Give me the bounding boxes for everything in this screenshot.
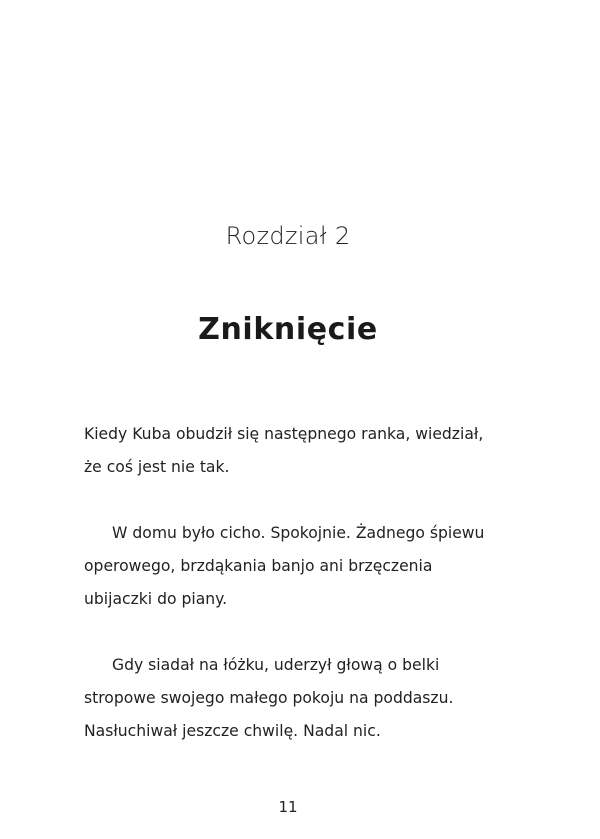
paragraph-2: W domu było cicho. Spokojnie. Żadnego śpiewu operowego, brzdąkania banjo ani brzęczenia ubijaczki do piany. bbox=[84, 524, 485, 608]
chapter-body bbox=[84, 418, 504, 781]
chapter-title: Zniknięcie bbox=[198, 312, 378, 347]
paragraph-3: Gdy siadał na łóżku, uderzył głową o belki stropowe swojego małego pokoju na poddaszu. Nasłuchiwał jeszcze chwilę. Nadal nic. bbox=[84, 656, 454, 740]
page-number: 11 bbox=[278, 798, 298, 816]
chapter-label: Rozdział 2 bbox=[225, 222, 351, 250]
paragraph-1: Kiedy Kuba obudził się następnego ranka, wiedział, że coś jest nie tak. bbox=[84, 425, 484, 476]
